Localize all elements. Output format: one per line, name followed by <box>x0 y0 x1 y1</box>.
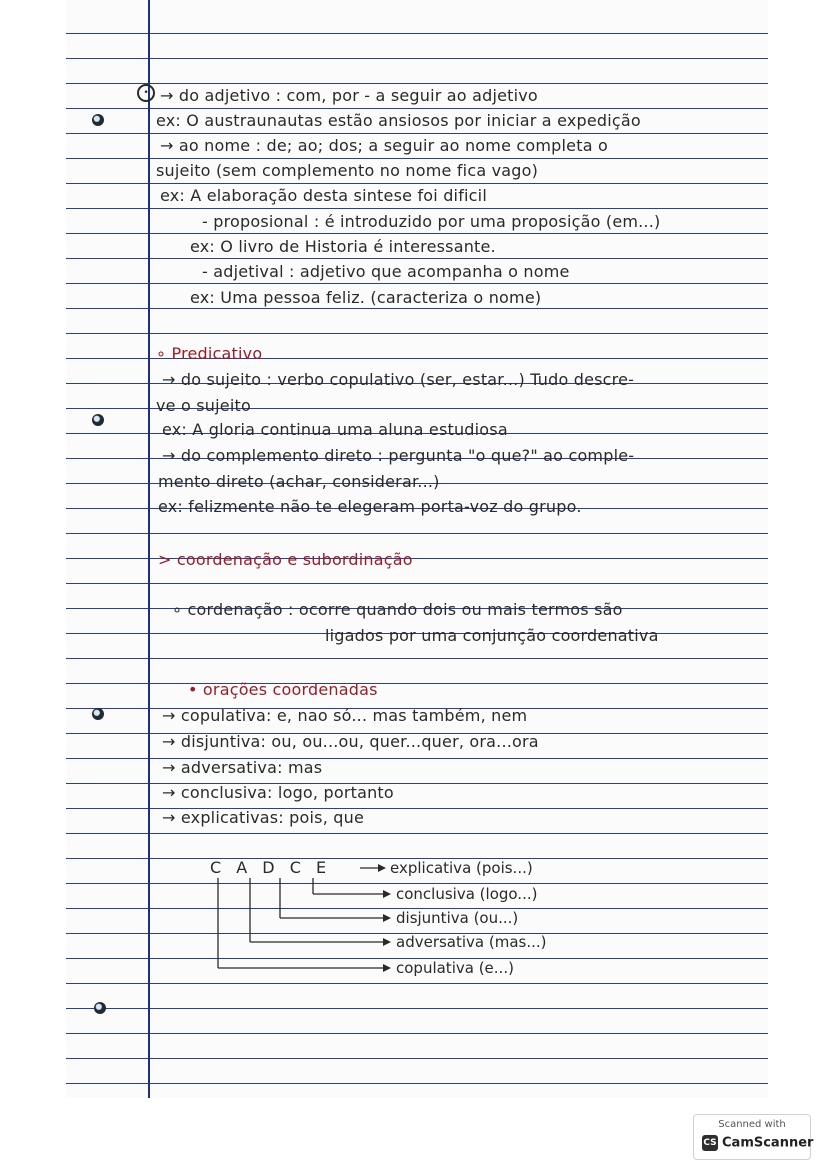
note-line-14: → do complemento direto : pergunta "o que?" ao comple- <box>162 446 635 465</box>
note-line-19: ligados por uma conjunção coordenativa <box>325 626 659 645</box>
note-line-23: → adversativa: mas <box>162 758 323 777</box>
watermark-brand <box>702 1135 813 1151</box>
note-line-7: ex: O livro de Historia é interessante. <box>190 237 496 256</box>
note-line-6: - proposional : é introduzido por uma proposição (em...) <box>202 212 661 231</box>
note-line-5: ex: A elaboração desta sintese foi dificil <box>160 186 487 205</box>
note-line-24: → conclusiva: logo, portanto <box>162 783 394 802</box>
diagram-item-explicativa: explicativa (pois...) <box>390 859 533 877</box>
cadce-acronym: C A D C E <box>210 858 332 877</box>
note-line-1: → do adjetivo : com, por - a seguir ao adjetivo <box>160 86 538 105</box>
note-line-25: → explicativas: pois, que <box>162 808 365 827</box>
diagram-item-disjuntiva: disjuntiva (ou...) <box>396 909 519 927</box>
diagram-item-adversativa: adversativa (mas...) <box>396 933 547 951</box>
section-heading-coordenacao-subordinacao: > coordenação e subordinação <box>158 550 413 569</box>
camscanner-watermark <box>693 1114 814 1160</box>
note-line-3: → ao nome : de; ao; dos; a seguir ao nome completa o <box>160 136 608 155</box>
punch-hole-2 <box>92 414 104 426</box>
note-line-9: ex: Uma pessoa feliz. (caracteriza o nome) <box>190 288 542 307</box>
note-line-4: sujeito (sem complemento no nome fica vago) <box>156 161 539 180</box>
cadce-diagram <box>210 858 650 988</box>
camscanner-logo-icon: CS <box>702 1135 718 1151</box>
punch-hole-4 <box>94 1002 106 1014</box>
note-line-18: ∘ cordenação : ocorre quando dois ou mais termos são <box>172 600 623 619</box>
note-line-21: → copulativa: e, nao só... mas também, nem <box>162 706 528 725</box>
subheading-oracoes-coordenadas: • orações coordenadas <box>188 680 378 699</box>
watermark-caption: Scanned with <box>718 1119 786 1130</box>
note-line-8: - adjetival : adjetivo que acompanha o nome <box>202 262 570 281</box>
circled-bullet-icon: • <box>137 84 155 102</box>
note-line-12: ve o sujeito <box>156 396 251 415</box>
note-line-11: → do sujeito : verbo copulativo (ser, estar...) Tudo descre- <box>162 370 635 389</box>
note-line-22: → disjuntiva: ou, ou...ou, quer...quer, ora...ora <box>162 732 539 751</box>
punch-hole-1 <box>92 114 104 126</box>
note-line-13: ex: A gloria continua uma aluna estudiosa <box>162 420 508 439</box>
note-line-2: ex: O austraunautas estão ansiosos por iniciar a expedição <box>156 111 641 130</box>
section-heading-predicativo: ∘ Predicativo <box>156 344 263 363</box>
note-line-15: mento direto (achar, considerar...) <box>158 472 440 491</box>
diagram-item-conclusiva: conclusiva (logo...) <box>396 885 538 903</box>
diagram-item-copulativa: copulativa (e...) <box>396 959 514 977</box>
margin-line <box>148 0 150 1098</box>
watermark-brand-name: CamScanner <box>722 1135 814 1151</box>
note-line-16: ex: felizmente não te elegeram porta-voz do grupo. <box>158 497 582 516</box>
punch-hole-3 <box>92 708 104 720</box>
